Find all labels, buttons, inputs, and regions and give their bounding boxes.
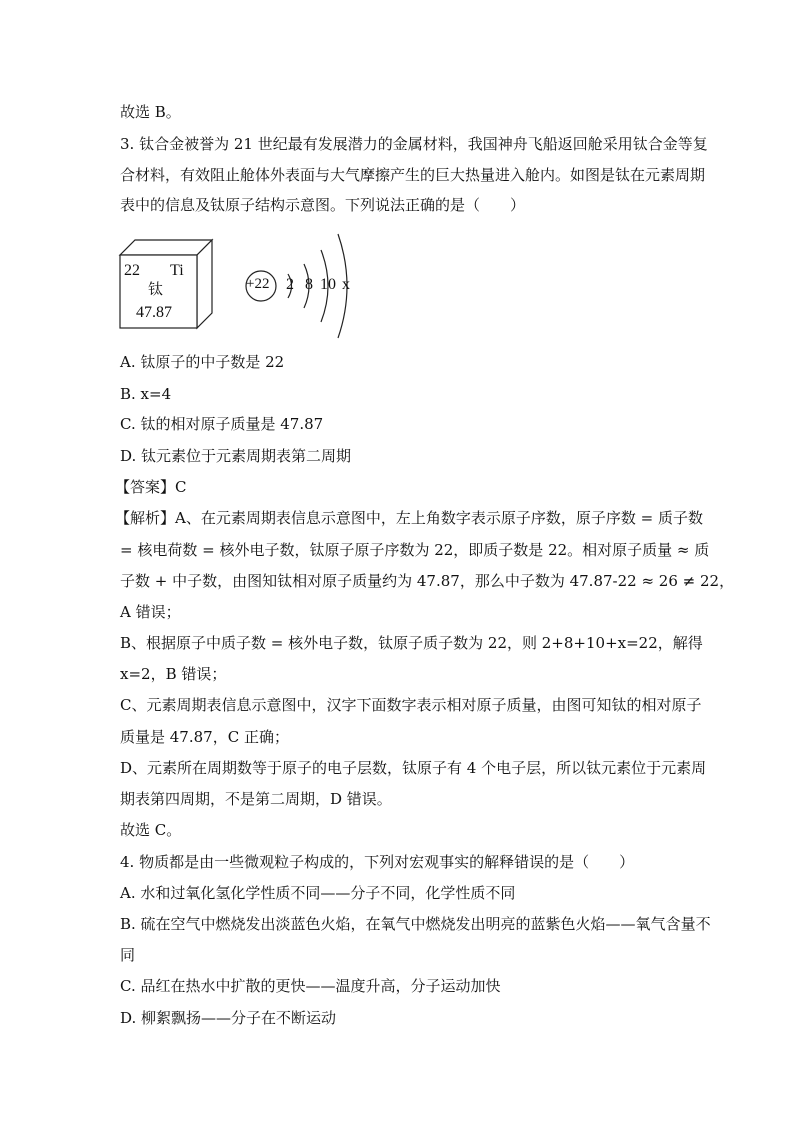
- analysis-line: = 核电荷数 = 核外电子数，钛原子原子序数为 22，即质子数是 22。相对原子质量 ≈ 质: [120, 541, 710, 559]
- text-line: 故选 C。: [120, 821, 182, 839]
- question-3-stem-line-2: 合材料，有效阻止舱体外表面与大气摩擦产生的巨大热量进入舱内。如图是钛在元素周期: [120, 166, 706, 184]
- option-a: A. 钛原子的中子数是 22: [120, 353, 285, 371]
- nucleus-charge: +22: [246, 276, 270, 292]
- text-line: 故选 B。: [120, 103, 181, 121]
- analysis-line: 期表第四周期，不是第二周期，D 错误。: [120, 790, 392, 808]
- analysis-line: 【解析】A、在元素周期表信息示意图中，左上角数字表示原子序数，原子序数 = 质子数: [115, 509, 703, 527]
- analysis-line: 质量是 47.87，C 正确；: [120, 728, 289, 746]
- question-4-option-a: A. 水和过氧化氢化学性质不同——分子不同，化学性质不同: [120, 884, 516, 902]
- analysis-line: B、根据原子中质子数 = 核外电子数，钛原子质子数为 22，则 2+8+10+x=22，解得: [120, 634, 703, 652]
- element-symbol: Ti: [170, 262, 184, 279]
- analysis-line: D、元素所在周期数等于原子的电子层数，钛原子有 4 个电子层，所以钛元素位于元素周: [120, 759, 707, 777]
- shell-3-electrons: 10: [320, 276, 336, 293]
- analysis-line: C、元素周期表信息示意图中，汉字下面数字表示相对原子质量，由图可知钛的相对原子: [120, 696, 702, 714]
- question-3-stem-line-3: 表中的信息及钛原子结构示意图。下列说法正确的是（ ）: [120, 196, 526, 214]
- question-4-option-b: B. 硫在空气中燃烧发出淡蓝色火焰，在氧气中燃烧发出明亮的蓝紫色火焰——氧气含量不: [120, 915, 711, 933]
- element-atomic-mass: 47.87: [136, 304, 172, 321]
- question-4-option-c: C. 品红在热水中扩散的更快——温度升高，分子运动加快: [120, 977, 501, 995]
- question-3-stem-line-1: 3. 钛合金被誉为 21 世纪最有发展潜力的金属材料，我国神舟飞船返回舱采用钛合金等复: [120, 135, 708, 153]
- analysis-line: 子数 + 中子数，由图知钛相对原子质量约为 47.87，那么中子数为 47.87-22 ≈ 26 ≠ 22，: [120, 572, 735, 590]
- element-name: 钛: [148, 280, 164, 298]
- analysis-line: x=2，B 错误；: [120, 665, 227, 683]
- element-atomic-number: 22: [124, 262, 140, 279]
- question-4-option-b-cont: 同: [120, 946, 136, 964]
- option-d: D. 钛元素位于元素周期表第二周期: [120, 447, 352, 465]
- analysis-line: A 错误；: [120, 603, 181, 621]
- question-4-option-d: D. 柳絮飘扬——分子在不断运动: [120, 1009, 337, 1027]
- option-c: C. 钛的相对原子质量是 47.87: [120, 415, 324, 433]
- question-4-stem: 4. 物质都是由一些微观粒子构成的，下列对宏观事实的解释错误的是（ ）: [120, 853, 635, 871]
- option-b: B. x=4: [120, 385, 172, 403]
- shell-2-electrons: 8: [305, 276, 313, 293]
- shell-1-electrons: 2: [286, 276, 294, 293]
- answer-label: 【答案】C: [115, 478, 187, 496]
- shell-4-electrons: x: [342, 276, 350, 293]
